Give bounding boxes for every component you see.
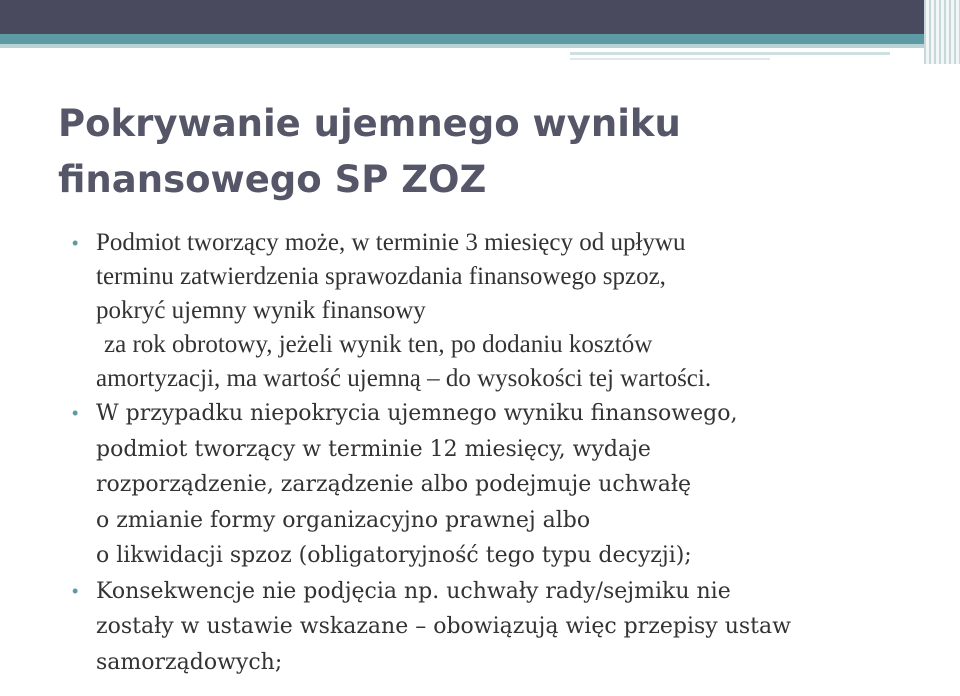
corner-stripes [924,0,960,64]
bullet-text-line: podmiot tworzący w terminie 12 miesięcy, wydaje [96,436,651,462]
header-accent-line [0,44,960,48]
bullet-list [72,226,942,680]
bullet-text-line: terminu zatwierdzenia sprawozdania finansowego spzoz, [96,263,666,290]
bullet-text-line: Konsekwencje nie podjęcia np. uchwały rady/sejmiku nie [96,578,731,604]
bullet-text-line: zostały w ustawie wskazane – obowiązują więc przepisy ustaw [96,614,791,639]
slide-title [58,96,918,208]
header-band [0,0,960,34]
header-accent-band [0,34,960,44]
bullet-item [72,574,942,681]
bullet-item [72,226,942,396]
header-accent-line [570,58,770,60]
bullet-item [72,396,942,574]
bullet-text-line: pokryć ujemny wynik finansowy [96,297,426,324]
bullet-text-line: rozporządzenie, zarządzenie albo podejmuje uchwałę [96,472,691,497]
bullet-icon: • [72,580,79,601]
bullet-icon: • [72,233,79,253]
bullet-text-line: o likwidacji spzoz (obligatoryjność tego typu decyzji); [96,543,692,568]
bullet-text-line: o zmianie formy organizacyjno prawnej albo [96,507,591,533]
slide-title-line: Pokrywanie ujemnego wyniku [58,102,681,145]
bullet-icon: • [72,403,79,423]
bullet-text-line: samorządowych; [96,649,283,675]
bullet-text-line: za rok obrotowy, jeżeli wynik ten, po dodaniu kosztów [104,331,653,358]
bullet-text-line: amortyzacji, ma wartość ujemną – do wysokości tej wartości. [96,365,712,392]
header-accent-line [570,52,890,55]
bullet-text-line: Podmiot tworzący może, w terminie 3 miesięcy od upływu [96,229,686,256]
bullet-text-line: W przypadku niepokrycia ujemnego wyniku finansowego, [96,401,738,426]
slide-title-line: finansowego SP ZOZ [58,158,487,201]
